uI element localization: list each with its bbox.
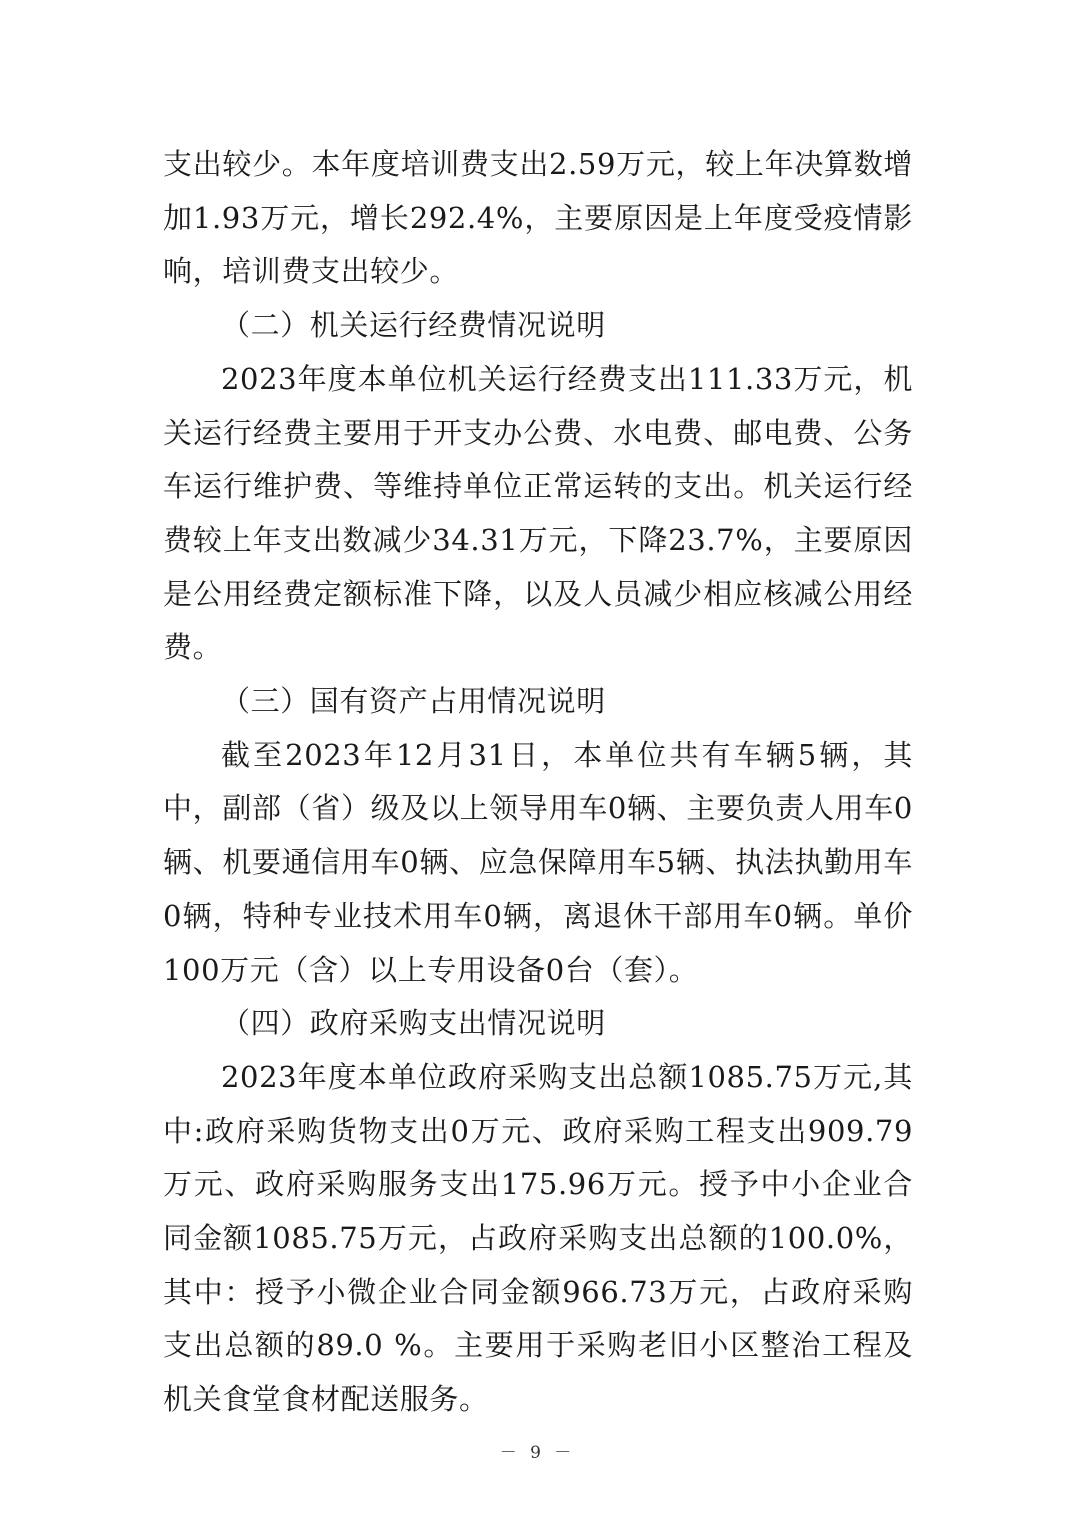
heading-state-assets: （三）国有资产占用情况说明 <box>221 684 606 719</box>
paragraph-state-assets: 截至2023年12月31日，本单位共有车辆5辆，其中，副部（省）级及以上领导用车0辆、主要负责人用车0辆、机要通信用车0辆、应急保障用车5辆、执法执勤用车0辆，特种专业技术用车0辆，离退休干部用车0辆。单价100万元（含）以上专用设备0台（套）。 <box>163 737 913 987</box>
heading-government-procurement: （四）政府采购支出情况说明 <box>221 1006 606 1041</box>
paragraph-government-procurement: 2023年度本单位政府采购支出总额1085.75万元,其中:政府采购货物支出0万元、政府采购工程支出909.79万元、政府采购服务支出175.96万元。授予中小企业合同金额1085.75万元，占政府采购支出总额的100.0%，其中：授予小微企业合同金额966.73万元，占政府采购支出总额的89.0 %。主要用于采购老旧小区整治工程及机关食堂食材配送服务。 <box>163 1059 913 1417</box>
paragraph-operating-expenses: 2023年度本单位机关运行经费支出111.33万元，机关运行经费主要用于开支办公费、水电费、邮电费、公务车运行维护费、等维持单位正常运转的支出。机关运行经费较上年支出数减少34.31万元，下降23.7%，主要原因是公用经费定额标准下降，以及人员减少相应核减公用经费。 <box>163 361 913 665</box>
heading-operating-expenses: （二）机关运行经费情况说明 <box>221 308 606 343</box>
page-number: － 9 － <box>499 1443 576 1463</box>
document-body <box>163 138 913 1427</box>
paragraph-training-fee: 支出较少。本年度培训费支出2.59万元，较上年决算数增加1.93万元，增长292.4%，主要原因是上年度受疫情影响，培训费支出较少。 <box>163 147 913 289</box>
